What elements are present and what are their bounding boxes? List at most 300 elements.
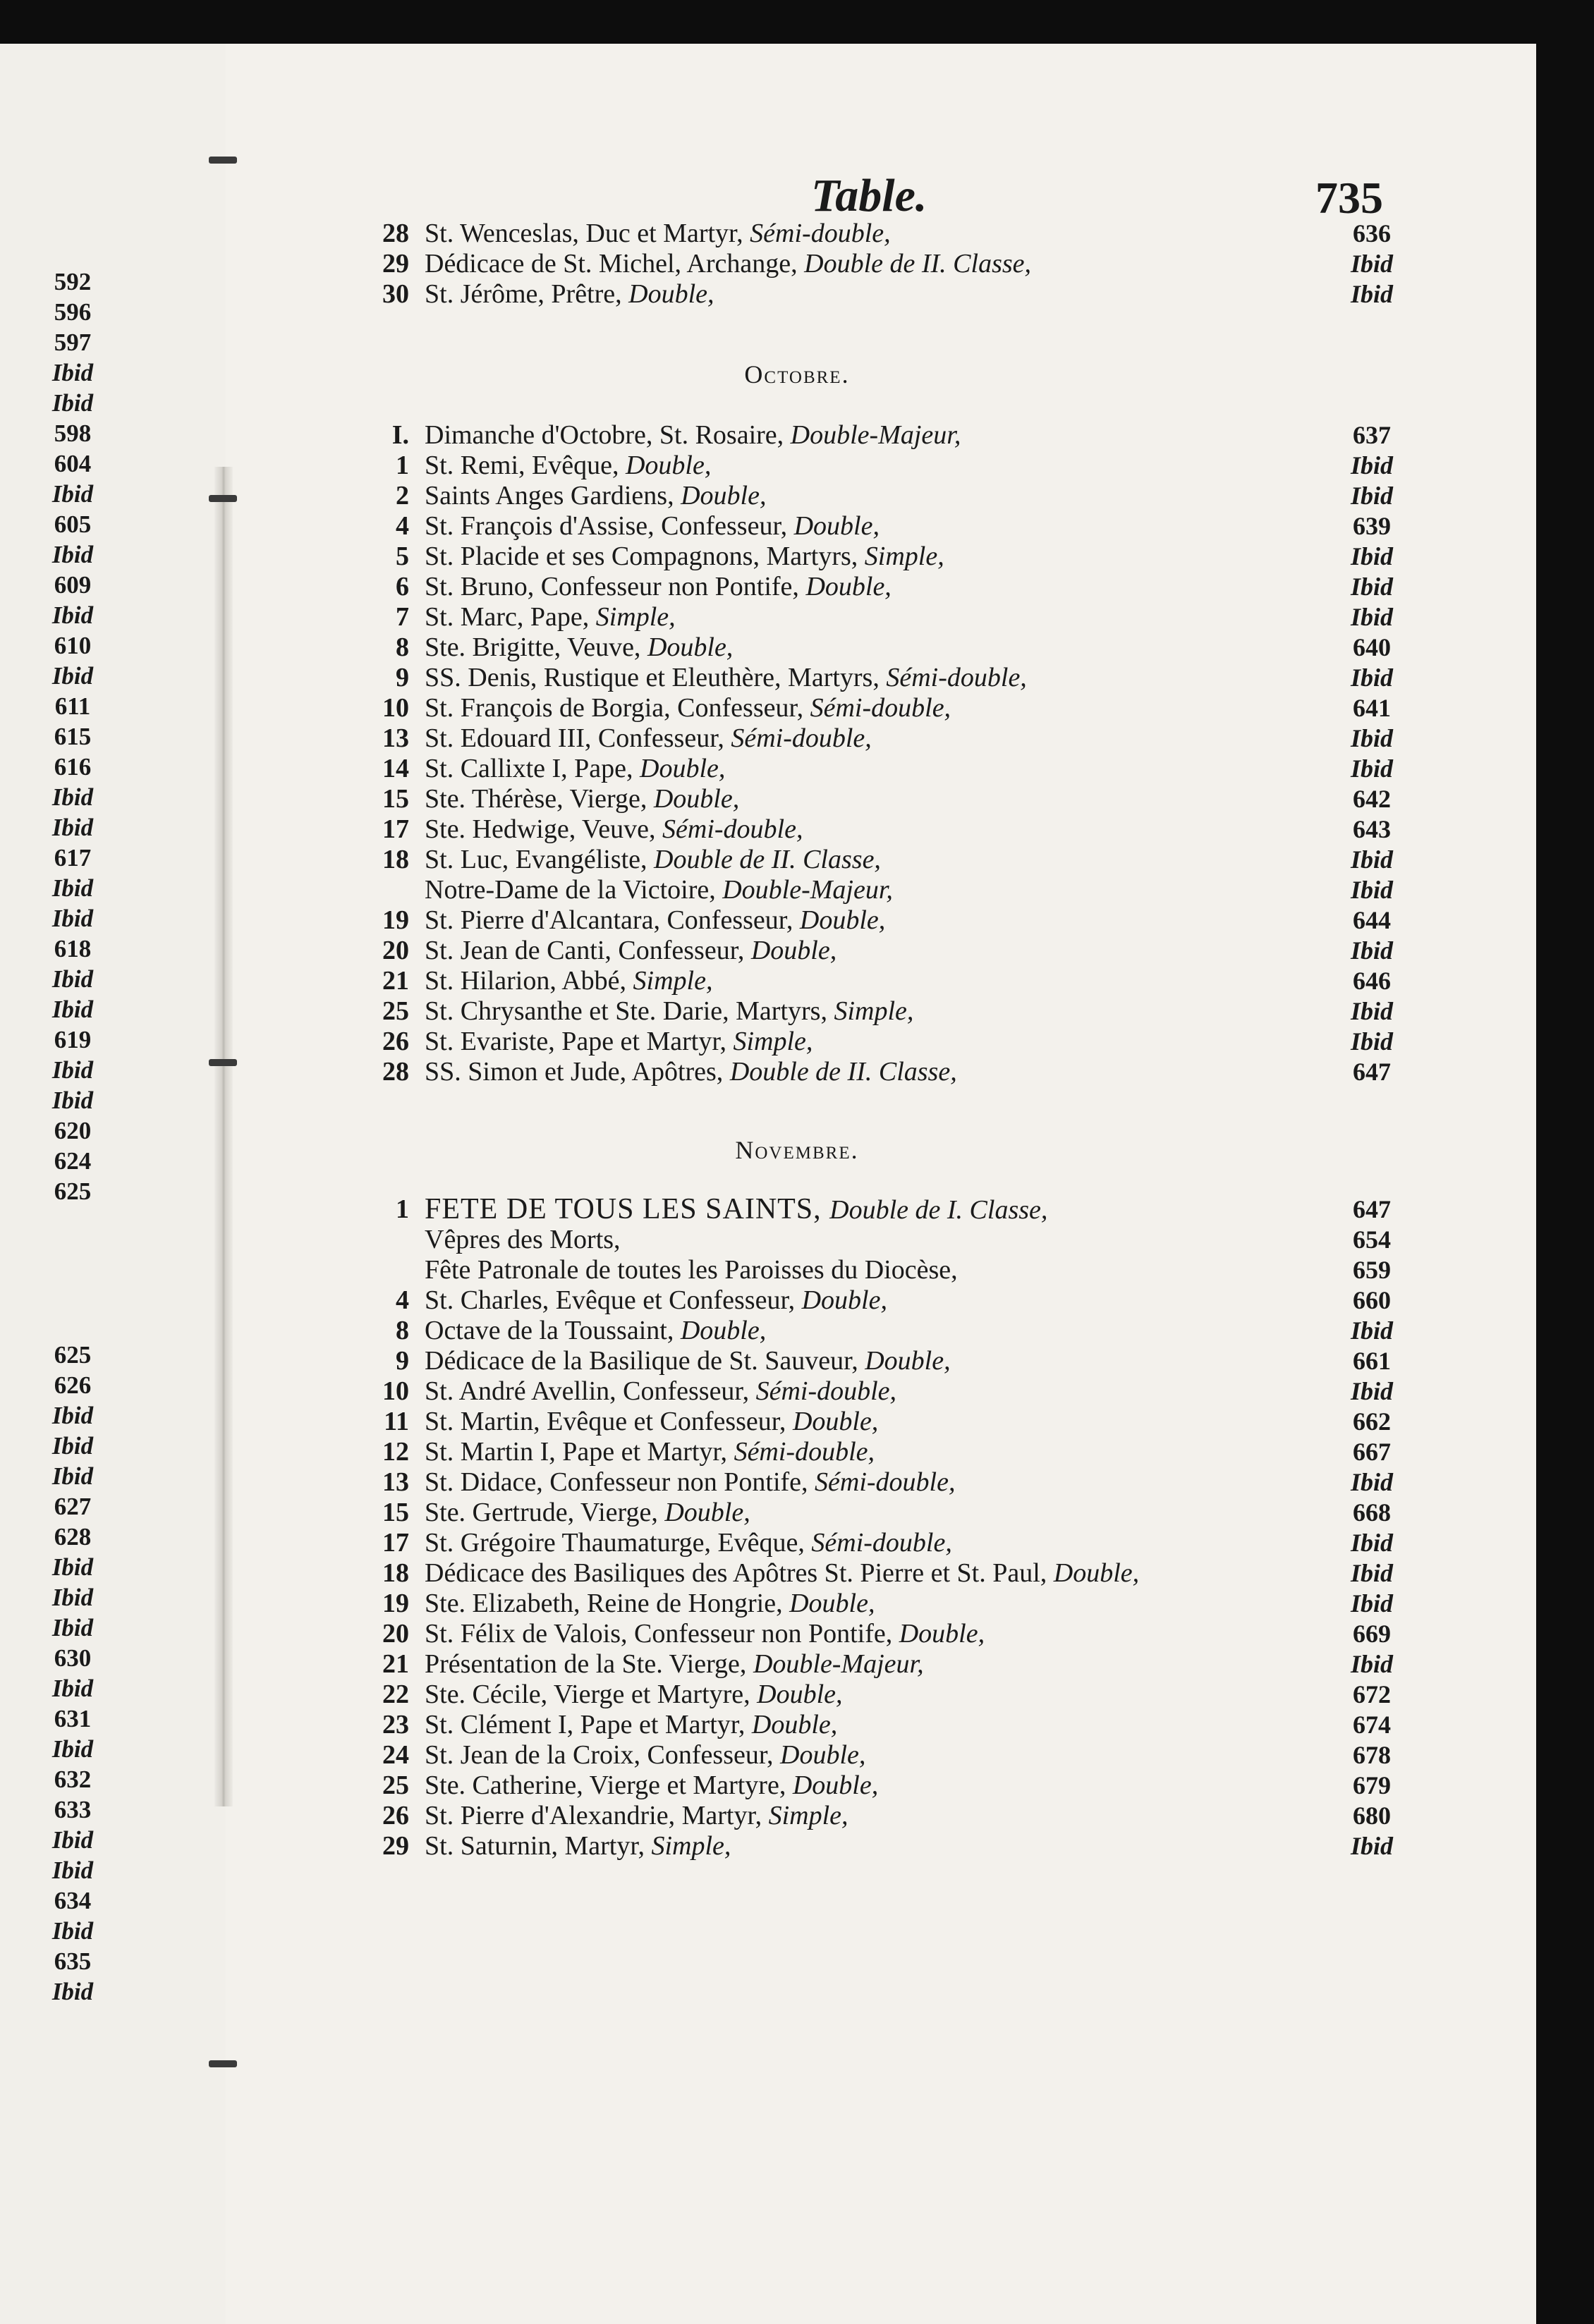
entry-day: 28: [382, 219, 409, 248]
entry-rank: Double,: [801, 1285, 887, 1315]
entry-rank: Double de II. Classe,: [654, 845, 881, 874]
entry-title: [425, 1680, 843, 1710]
entry-page: 669: [1353, 1620, 1391, 1648]
table-row: [367, 936, 1411, 966]
table-row: [367, 542, 1411, 572]
entry-title: [425, 511, 880, 542]
entry-day: 26: [382, 1801, 409, 1830]
entry-title: [425, 1346, 951, 1376]
entry-title-text: St. Remi, Evêque,: [425, 451, 626, 480]
entry-title: [425, 1255, 958, 1285]
entry-title-text: St. Félix de Valois, Confesseur non Pontife,: [425, 1619, 899, 1649]
entry-page: Ibid: [1350, 542, 1393, 570]
entry-day: 17: [382, 1528, 409, 1558]
entry-day: 19: [382, 1589, 409, 1618]
binding-mark: [209, 1059, 237, 1066]
entry-title: [425, 1437, 875, 1467]
entry-rank: Sémi-double,: [815, 1467, 956, 1497]
entry-day: 9: [396, 1346, 409, 1376]
entry-title: [425, 1467, 955, 1498]
entry-title-text: St. Charles, Evêque et Confesseur,: [425, 1285, 802, 1315]
entry-rank: Double,: [640, 754, 726, 783]
entry-title-text: St. Evariste, Pape et Martyr,: [425, 1027, 734, 1056]
left-page-number: 625: [54, 1341, 92, 1369]
left-page-number: Ibid: [51, 1402, 94, 1429]
entry-page: Ibid: [1350, 573, 1393, 601]
entry-title-text: St. Marc, Pape,: [425, 602, 596, 632]
left-page-number: 626: [54, 1371, 92, 1399]
left-page-number: 618: [54, 935, 92, 962]
entry-title: [425, 1710, 837, 1740]
entry-title-text: St. Placide et ses Compagnons, Martyrs,: [425, 542, 865, 571]
entry-title-text: Ste. Hedwige, Veuve,: [425, 814, 663, 844]
left-page-number: 631: [54, 1705, 92, 1732]
september-list: [367, 219, 1411, 310]
table-row: [367, 1680, 1411, 1710]
entry-day: 10: [382, 693, 409, 723]
entry-title: [425, 1498, 750, 1528]
entry-rank: Double,: [1053, 1558, 1140, 1588]
entry-title: [425, 875, 893, 905]
entry-rank: Double,: [780, 1740, 866, 1770]
entry-title: [425, 1316, 766, 1346]
table-row: [367, 1467, 1411, 1498]
table-row: [367, 1619, 1411, 1649]
table-row: [367, 632, 1411, 663]
entry-day: 13: [382, 723, 409, 753]
table-row: [367, 1225, 1411, 1255]
entry-day: 8: [396, 1316, 409, 1345]
entry-rank: Sémi-double,: [810, 693, 951, 723]
entry-title: [425, 420, 961, 451]
entry-page: 668: [1353, 1498, 1391, 1527]
entry-rank: Double,: [681, 481, 767, 510]
entry-title: [425, 219, 891, 249]
entry-title-text: St. Bruno, Confesseur non Pontife,: [425, 572, 806, 601]
page-title: Table.: [811, 170, 927, 221]
entry-title: [425, 784, 739, 814]
left-page-number: 598: [54, 420, 92, 447]
entry-day: 8: [396, 632, 409, 662]
left-page-number: 616: [54, 753, 92, 781]
left-page-number: 615: [54, 723, 92, 750]
entry-rank: Double-Majeur,: [790, 420, 961, 450]
table-row: [367, 845, 1411, 875]
entry-page: Ibid: [1350, 1832, 1393, 1860]
entry-rank: Sémi-double,: [755, 1376, 897, 1406]
entry-title: [425, 572, 892, 602]
entry-page: Ibid: [1350, 997, 1393, 1025]
entry-page: 646: [1353, 967, 1391, 995]
entry-rank: Double,: [805, 572, 892, 601]
entry-title: [425, 693, 951, 723]
entry-rank: Double,: [789, 1589, 875, 1618]
left-page-number: Ibid: [51, 1432, 94, 1460]
left-page-number: Ibid: [51, 783, 94, 811]
entry-day: 1: [396, 451, 409, 480]
entry-day: 7: [396, 602, 409, 632]
entry-rank: Simple,: [595, 602, 676, 632]
table-row: [367, 1057, 1411, 1087]
left-page-number: Ibid: [51, 874, 94, 902]
table-row: [367, 1589, 1411, 1619]
left-page-number: Ibid: [51, 1857, 94, 1884]
left-page-number: Ibid: [51, 965, 94, 993]
entry-title-text: St. Didace, Confesseur non Pontife,: [425, 1467, 815, 1497]
entry-title-text: St. Callixte I, Pape,: [425, 754, 640, 783]
entry-rank: Simple,: [834, 996, 914, 1026]
entry-day: 15: [382, 1498, 409, 1527]
left-page-number: Ibid: [51, 480, 94, 508]
left-page-number: Ibid: [51, 601, 94, 629]
entry-day: 22: [382, 1680, 409, 1709]
entry-rank: Double,: [899, 1619, 985, 1649]
entry-title-text: St. Pierre d'Alexandrie, Martyr,: [425, 1801, 769, 1830]
entry-rank: Double de II. Classe,: [729, 1057, 957, 1087]
entry-title: [425, 723, 872, 754]
entry-day: 25: [382, 1770, 409, 1800]
left-page-number: 625: [54, 1178, 92, 1205]
left-page-number: 634: [54, 1887, 92, 1914]
entry-page: Ibid: [1350, 1559, 1393, 1587]
entry-title-text: St. Martin, Evêque et Confesseur,: [425, 1407, 793, 1436]
entry-title-text: Ste. Brigitte, Veuve,: [425, 632, 647, 662]
entry-rank: Double,: [793, 511, 880, 541]
entry-page: 667: [1353, 1438, 1391, 1466]
entry-title: [425, 1831, 731, 1861]
entry-title: [425, 279, 714, 310]
table-row: [367, 966, 1411, 996]
entry-day: 20: [382, 936, 409, 965]
left-page-number: Ibid: [51, 814, 94, 841]
entry-title-text: St. Grégoire Thaumaturge, Evêque,: [425, 1528, 812, 1558]
entry-rank: Double,: [628, 279, 714, 309]
left-page-numbers-top: [34, 267, 111, 1206]
entry-day: 25: [382, 996, 409, 1026]
table-row: [367, 905, 1411, 936]
left-page-number: Ibid: [51, 1614, 94, 1641]
entry-title: [425, 814, 803, 845]
entry-day: 2: [396, 481, 409, 510]
left-page-number: Ibid: [51, 541, 94, 568]
entry-day: 30: [382, 279, 409, 309]
left-page-number: 624: [54, 1147, 92, 1175]
table-row: [367, 1407, 1411, 1437]
entry-title: [425, 481, 766, 511]
entry-title: [425, 1027, 813, 1057]
table-row: [367, 1285, 1411, 1316]
left-page-number: 627: [54, 1493, 92, 1520]
section-title-october: Octobre.: [744, 360, 850, 389]
table-row: [367, 1437, 1411, 1467]
entry-day: 18: [382, 845, 409, 874]
left-page-number: 628: [54, 1523, 92, 1551]
entry-day: 11: [384, 1407, 409, 1436]
october-list: [367, 420, 1411, 1087]
entry-day: 20: [382, 1619, 409, 1649]
entry-rank: Simple,: [733, 1027, 813, 1056]
binding-mark: [209, 2060, 237, 2067]
entry-title-text: Ste. Gertrude, Vierge,: [425, 1498, 665, 1527]
entry-title: [425, 1285, 887, 1316]
entry-title-text: St. Martin I, Pape et Martyr,: [425, 1437, 734, 1467]
entry-page: Ibid: [1350, 754, 1393, 783]
table-row: [367, 875, 1411, 905]
entry-title-text: Ste. Elizabeth, Reine de Hongrie,: [425, 1589, 790, 1618]
table-row: [367, 1346, 1411, 1376]
section-title-november: Novembre.: [735, 1136, 859, 1164]
entry-rank: Sémi-double,: [750, 219, 891, 248]
entry-title-text: St. Jean de Canti, Confesseur,: [425, 936, 751, 965]
entry-title-text: Octave de la Toussaint,: [425, 1316, 681, 1345]
entry-title: [425, 602, 676, 632]
entry-rank: Double,: [865, 1346, 951, 1376]
entry-title-text: Dédicace de la Basilique de St. Sauveur,: [425, 1346, 865, 1376]
table-row: [367, 602, 1411, 632]
entry-title-text: St. Saturnin, Martyr,: [425, 1831, 652, 1861]
entry-day: 6: [396, 572, 409, 601]
entry-page: Ibid: [1350, 936, 1393, 965]
entry-title: [425, 1528, 952, 1558]
entry-title-text: Vêpres des Morts,: [425, 1225, 621, 1254]
entry-day: 13: [382, 1467, 409, 1497]
table-row: [367, 219, 1411, 249]
left-page-number: Ibid: [51, 359, 94, 386]
entry-title-text: SS. Denis, Rustique et Eleuthère, Martyrs,: [425, 663, 887, 692]
entry-title-text: St. Hilarion, Abbé,: [425, 966, 633, 996]
table-row: [367, 1649, 1411, 1680]
table-row: [367, 1255, 1411, 1285]
entry-page: Ibid: [1350, 1650, 1393, 1678]
entry-day: I.: [391, 420, 409, 450]
table-row: [367, 1376, 1411, 1407]
entry-page: 679: [1353, 1771, 1391, 1799]
entry-title: [425, 754, 725, 784]
page-number: 735: [1315, 173, 1383, 223]
entry-rank: Double,: [625, 451, 712, 480]
left-page-number: Ibid: [51, 1553, 94, 1581]
entry-day: 19: [382, 905, 409, 935]
entry-day: 14: [382, 754, 409, 783]
entry-day: 1: [396, 1194, 409, 1224]
entry-page: 672: [1353, 1680, 1391, 1708]
entry-rank: Double,: [647, 632, 734, 662]
table-row: [367, 1801, 1411, 1831]
entry-title-text: SS. Simon et Jude, Apôtres,: [425, 1057, 730, 1087]
entry-title: [425, 632, 733, 663]
entry-day: 26: [382, 1027, 409, 1056]
entry-title-text: St. André Avellin, Confesseur,: [425, 1376, 756, 1406]
left-page-number: 610: [54, 632, 92, 659]
entry-rank: Double de II. Classe,: [804, 249, 1032, 279]
entry-title: [425, 451, 711, 481]
table-row: [367, 784, 1411, 814]
entry-title: [425, 936, 836, 966]
table-row: [367, 723, 1411, 754]
entry-rank: Sémi-double,: [734, 1437, 875, 1467]
table-row: [367, 1528, 1411, 1558]
entry-rank: Simple,: [864, 542, 944, 571]
entry-page: Ibid: [1350, 1468, 1393, 1496]
entry-title: [425, 663, 1027, 693]
entry-page: Ibid: [1350, 280, 1393, 308]
table-row: [367, 814, 1411, 845]
left-page-number: 620: [54, 1117, 92, 1144]
table-row: [367, 511, 1411, 542]
table-row: [367, 249, 1411, 279]
entry-day: 24: [382, 1740, 409, 1770]
entry-title-text: Ste. Catherine, Vierge et Martyre,: [425, 1770, 793, 1800]
table-row: [367, 572, 1411, 602]
entry-day: 29: [382, 249, 409, 279]
entry-page: Ibid: [1350, 1027, 1393, 1056]
table-row: [367, 279, 1411, 310]
entry-day: 18: [382, 1558, 409, 1588]
left-page-numbers-bottom: [34, 1340, 111, 2007]
entry-title: [425, 1649, 924, 1680]
entry-title: [425, 1801, 848, 1831]
entry-rank: Double,: [680, 1316, 767, 1345]
table-row: [367, 481, 1411, 511]
page-sheet: [0, 44, 1536, 2324]
left-page-number: Ibid: [51, 1917, 94, 1945]
table-row: [367, 663, 1411, 693]
entry-rank: Simple,: [633, 966, 713, 996]
table-row: [367, 693, 1411, 723]
entry-day: 5: [396, 542, 409, 571]
entry-title: [425, 1558, 1139, 1589]
entry-rank: Double,: [664, 1498, 750, 1527]
left-page-number: 630: [54, 1644, 92, 1672]
entry-page: Ibid: [1350, 663, 1393, 692]
entry-rank: Double,: [792, 1407, 879, 1436]
entry-page: Ibid: [1350, 876, 1393, 904]
left-page-number: Ibid: [51, 389, 94, 417]
entry-title-text: Présentation de la Ste. Vierge,: [425, 1649, 753, 1679]
entry-rank: Double,: [653, 784, 740, 814]
entry-title-text: St. François de Borgia, Confesseur,: [425, 693, 810, 723]
entry-title-text: St. Wenceslas, Duc et Martyr,: [425, 219, 750, 248]
entry-day: 29: [382, 1831, 409, 1861]
table-row: [367, 1498, 1411, 1528]
entry-title-text: St. Luc, Evangéliste,: [425, 845, 655, 874]
entry-day: 4: [396, 511, 409, 541]
entry-title-text: St. Pierre d'Alcantara, Confesseur,: [425, 905, 800, 935]
entry-title-text: Dédicace des Basiliques des Apôtres St. Pierre et St. Paul,: [425, 1558, 1054, 1588]
entry-title-text: St. Clément I, Pape et Martyr,: [425, 1710, 752, 1739]
entry-title-text: Ste. Cécile, Vierge et Martyre,: [425, 1680, 758, 1709]
entry-page: Ibid: [1350, 845, 1393, 874]
left-page-number: Ibid: [51, 1087, 94, 1114]
entry-page: 659: [1353, 1256, 1391, 1284]
left-page-number: 609: [54, 571, 92, 599]
entry-page: Ibid: [1350, 451, 1393, 479]
entry-rank: Sémi-double,: [811, 1528, 952, 1558]
left-page-number: Ibid: [51, 1462, 94, 1490]
entry-day: 21: [382, 1649, 409, 1679]
entry-day: 28: [382, 1057, 409, 1087]
entry-title-text: Dédicace de St. Michel, Archange,: [425, 249, 805, 279]
table-row: [367, 451, 1411, 481]
entry-title: [425, 1619, 985, 1649]
entry-rank: Double de I. Classe,: [829, 1195, 1048, 1225]
entry-title-text: St. Edouard III, Confesseur,: [425, 723, 731, 753]
entry-page: Ibid: [1350, 1377, 1393, 1405]
november-list: [367, 1194, 1411, 1861]
entry-page: 637: [1353, 421, 1391, 449]
table-row: [367, 420, 1411, 451]
left-page-number: 592: [54, 268, 92, 295]
left-page-number: Ibid: [51, 1978, 94, 2005]
entry-page: 641: [1353, 694, 1391, 722]
entry-rank: Simple,: [651, 1831, 731, 1861]
table-row: [367, 1770, 1411, 1801]
entry-page: Ibid: [1350, 603, 1393, 631]
entry-page: 660: [1353, 1286, 1391, 1314]
left-page-number: 596: [54, 298, 92, 326]
entry-rank: Sémi-double,: [662, 814, 803, 844]
left-page-number: Ibid: [51, 662, 94, 690]
entry-title: [425, 1225, 621, 1255]
table-row: [367, 1194, 1411, 1225]
entry-page: Ibid: [1350, 482, 1393, 510]
entry-rank: Double,: [757, 1680, 843, 1709]
table-row: [367, 1027, 1411, 1057]
entry-title: [425, 905, 885, 936]
entry-page: Ibid: [1350, 250, 1393, 278]
left-page-number: Ibid: [51, 1735, 94, 1763]
entry-page: 642: [1353, 785, 1391, 813]
entry-rank: Double,: [751, 1710, 838, 1739]
entry-title: [425, 1194, 1047, 1225]
left-page-number: 633: [54, 1796, 92, 1823]
entry-rank: Double-Majeur,: [722, 875, 893, 905]
entry-title: [425, 1407, 878, 1437]
entry-day: 15: [382, 784, 409, 814]
entry-day: 17: [382, 814, 409, 844]
left-page-number: 632: [54, 1766, 92, 1793]
left-page-number: 635: [54, 1947, 92, 1975]
entry-day: 4: [396, 1285, 409, 1315]
entry-rank: Double,: [750, 936, 837, 965]
entry-page: 680: [1353, 1802, 1391, 1830]
left-page-number: 617: [54, 844, 92, 872]
entry-day: 10: [382, 1376, 409, 1406]
entry-day: 9: [396, 663, 409, 692]
table-row: [367, 754, 1411, 784]
left-page-number: 597: [54, 329, 92, 356]
binding-mark: [209, 157, 237, 164]
entry-title-text: St. Chrysanthe et Ste. Darie, Martyrs,: [425, 996, 834, 1026]
left-page-number: Ibid: [51, 1584, 94, 1611]
entry-page: 661: [1353, 1347, 1391, 1375]
table-row: [367, 996, 1411, 1027]
entry-title-text: Dimanche d'Octobre, St. Rosaire,: [425, 420, 791, 450]
table-row: [367, 1831, 1411, 1861]
entry-title-text: Ste. Thérèse, Vierge,: [425, 784, 654, 814]
entry-page: 654: [1353, 1225, 1391, 1254]
entry-title-text: Saints Anges Gardiens,: [425, 481, 681, 510]
table-row: [367, 1710, 1411, 1740]
entry-title-text: Fête Patronale de toutes les Paroisses du Diocèse,: [425, 1255, 958, 1285]
entry-rank: Simple,: [768, 1801, 848, 1830]
left-page-number: 605: [54, 510, 92, 538]
left-page-number: Ibid: [51, 1826, 94, 1854]
left-page-number: Ibid: [51, 905, 94, 932]
entry-rank: Double,: [792, 1770, 879, 1800]
entry-title-text: St. Jérôme, Prêtre,: [425, 279, 629, 309]
entry-title: [425, 249, 1031, 279]
